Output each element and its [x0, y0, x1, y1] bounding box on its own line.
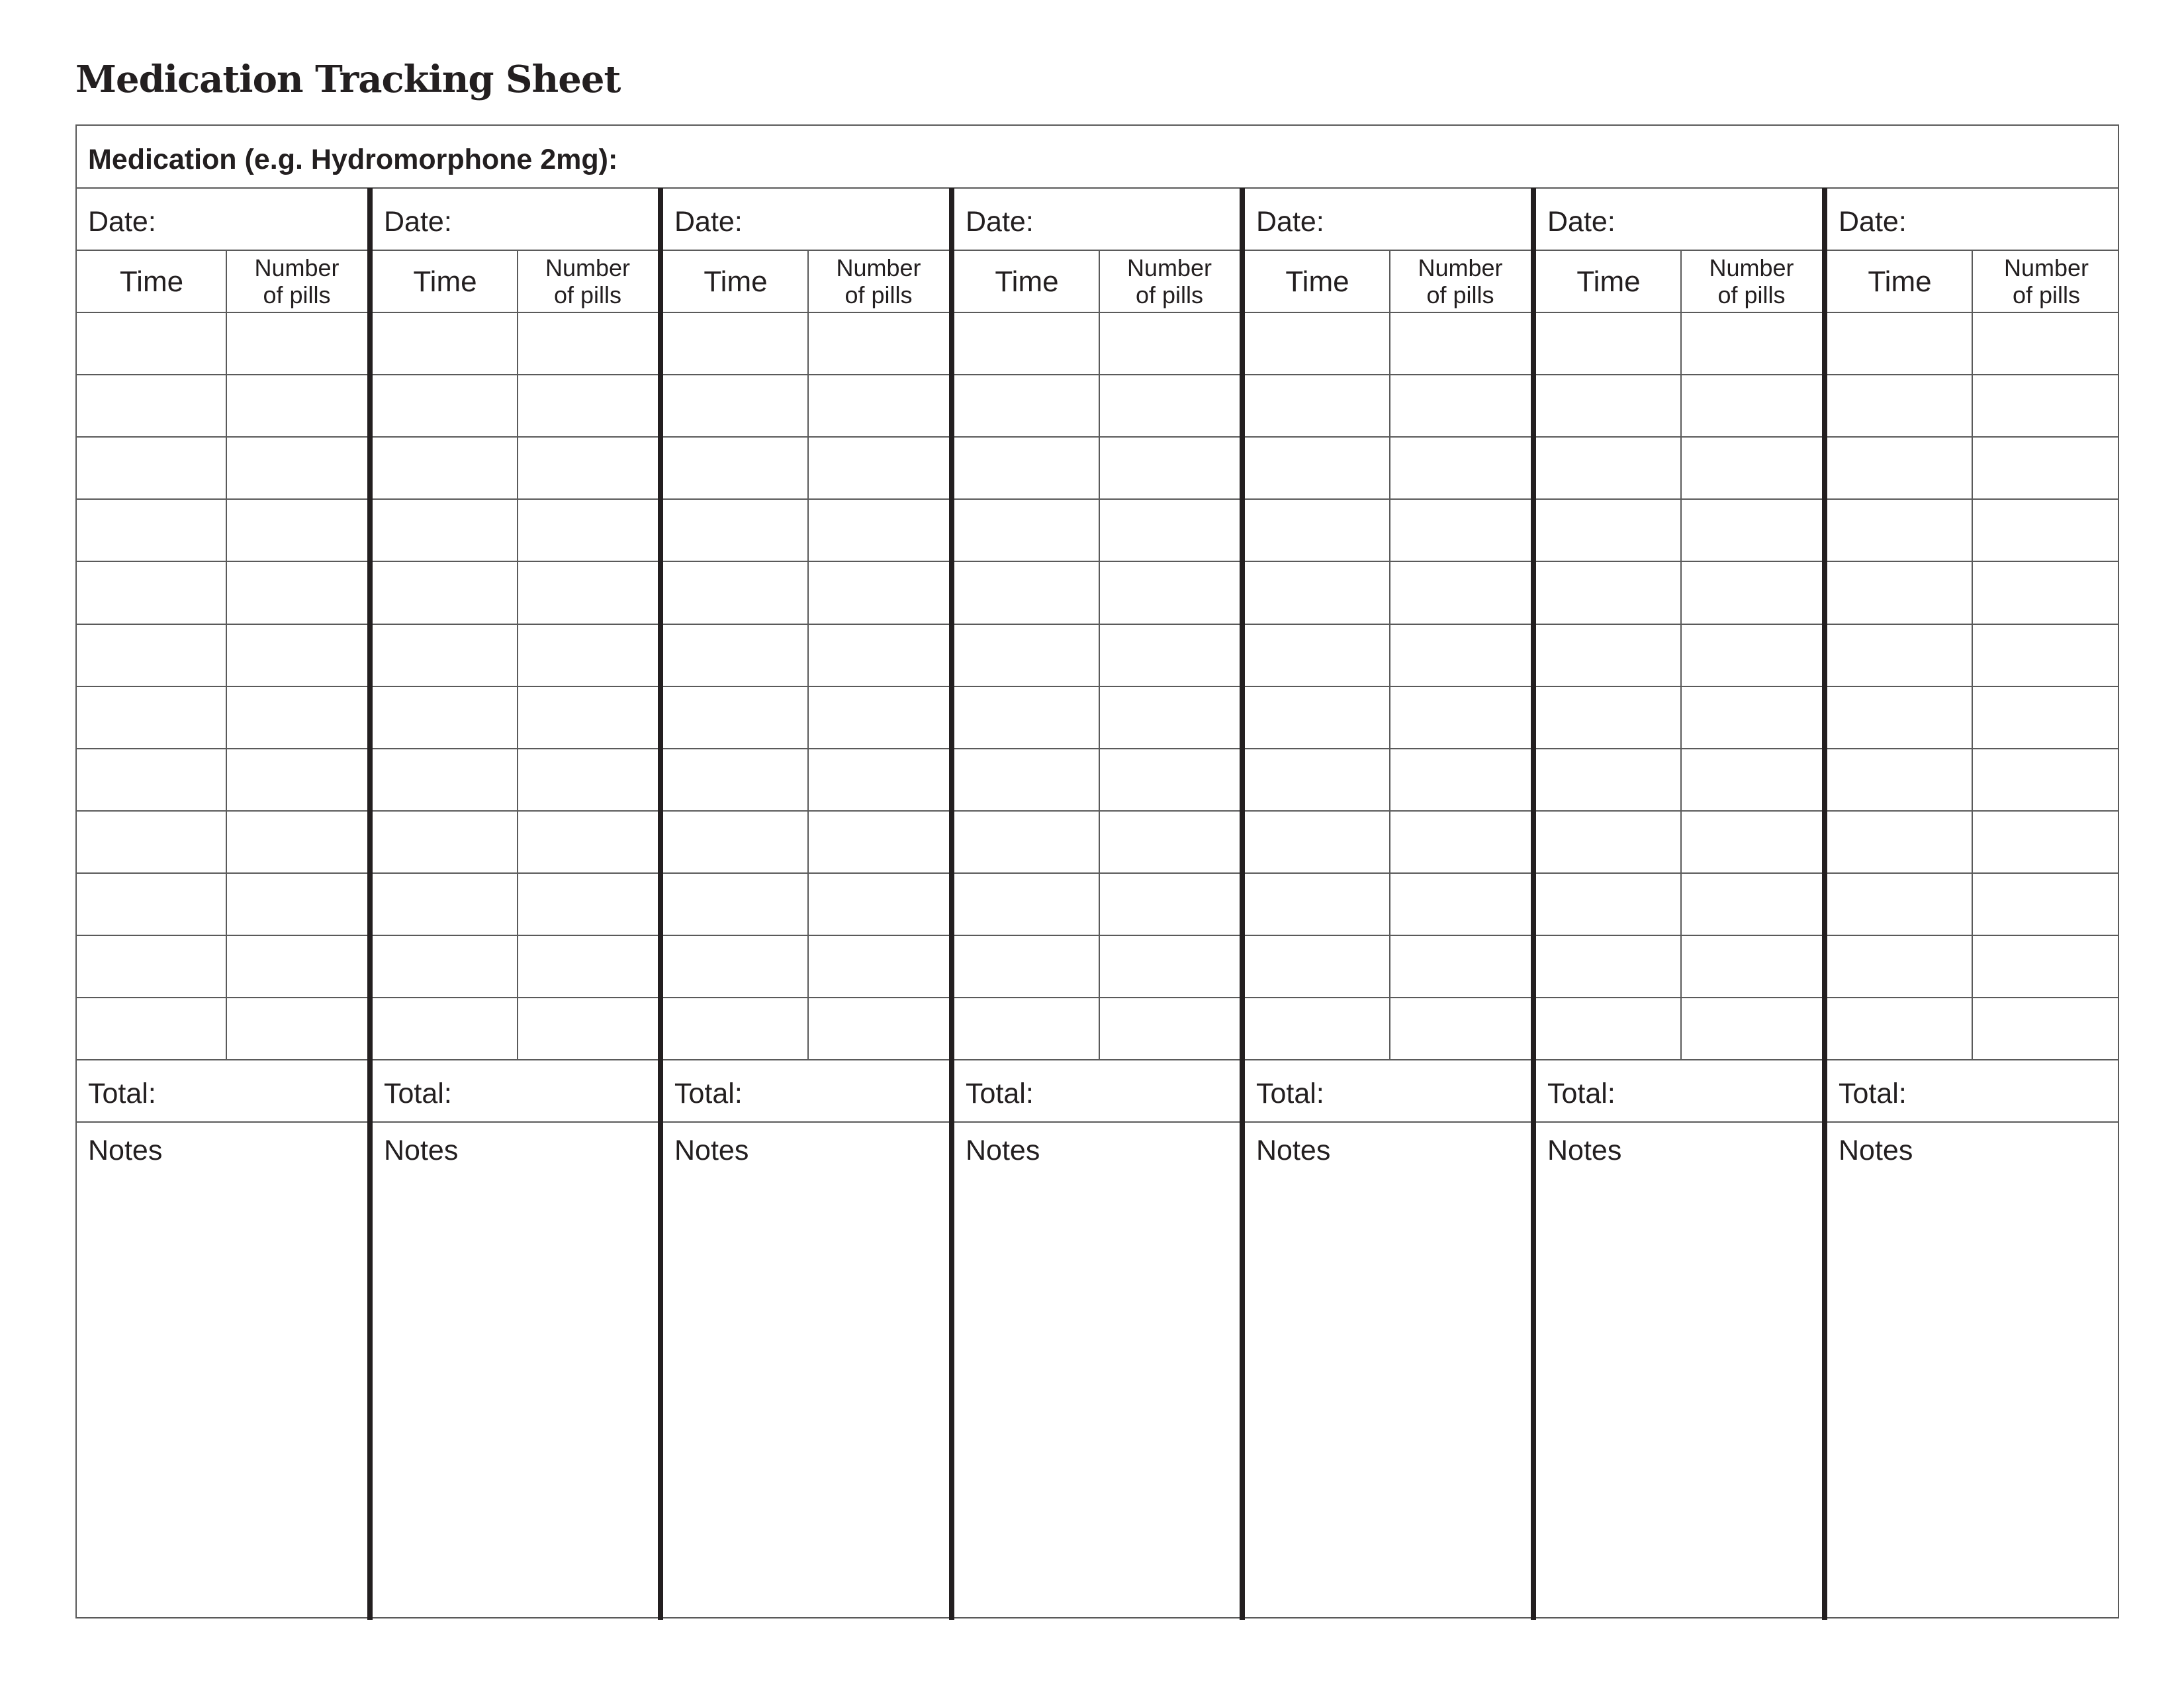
- date-label: Date:: [88, 206, 156, 238]
- time-entry-cell[interactable]: [77, 313, 226, 374]
- pills-entry-cell[interactable]: [518, 998, 658, 1058]
- time-entry-cell[interactable]: [1827, 313, 1972, 374]
- pills-entry-cell[interactable]: [1390, 749, 1531, 810]
- day-separator: [367, 188, 373, 1620]
- pills-entry-cell[interactable]: [1682, 935, 1822, 996]
- pills-entry-cell[interactable]: [1100, 686, 1240, 747]
- tracking-table: [75, 124, 2119, 1618]
- time-entry-cell[interactable]: [373, 562, 518, 623]
- notes-label: Notes: [384, 1135, 459, 1166]
- pills-header-line2: of pills: [263, 281, 331, 309]
- time-entry-cell[interactable]: [1245, 873, 1390, 934]
- pills-column-header: [1099, 254, 1240, 309]
- pills-entry-cell[interactable]: [809, 500, 949, 561]
- pills-entry-cell[interactable]: [518, 375, 658, 436]
- time-entry-cell[interactable]: [663, 686, 808, 747]
- pills-entry-cell[interactable]: [227, 375, 367, 436]
- time-entry-cell[interactable]: [1245, 438, 1390, 498]
- notes-label: Notes: [966, 1135, 1040, 1166]
- time-column-header: Time: [1868, 265, 1932, 298]
- pills-header-line2: of pills: [1135, 281, 1204, 309]
- time-entry-cell[interactable]: [1245, 749, 1390, 810]
- pills-entry-cell[interactable]: [1973, 686, 2120, 747]
- date-label: Date:: [1839, 206, 1907, 238]
- pills-column-header: [1390, 254, 1531, 309]
- pills-entry-cell[interactable]: [809, 873, 949, 934]
- pills-entry-cell[interactable]: [1973, 998, 2120, 1058]
- time-entry-cell[interactable]: [1245, 562, 1390, 623]
- total-label: Total:: [1256, 1078, 1324, 1109]
- date-label: Date:: [674, 206, 743, 238]
- pills-header-line1: Number: [1709, 254, 1794, 281]
- time-entry-cell[interactable]: [77, 873, 226, 934]
- pills-header-line1: Number: [1126, 254, 1212, 281]
- pills-header-line2: of pills: [2012, 281, 2081, 309]
- pills-header-line2: of pills: [844, 281, 913, 309]
- notes-area[interactable]: [1245, 1175, 1531, 1617]
- time-entry-cell[interactable]: [663, 438, 808, 498]
- pills-entry-cell[interactable]: [809, 624, 949, 685]
- pills-entry-cell[interactable]: [227, 935, 367, 996]
- time-entry-cell[interactable]: [77, 749, 226, 810]
- time-entry-cell[interactable]: [1827, 375, 1972, 436]
- time-entry-cell[interactable]: [1827, 686, 1972, 747]
- time-entry-cell[interactable]: [77, 624, 226, 685]
- pills-entry-cell[interactable]: [1390, 873, 1531, 934]
- time-entry-cell[interactable]: [1536, 998, 1681, 1058]
- pills-entry-cell[interactable]: [1682, 500, 1822, 561]
- time-entry-cell[interactable]: [1245, 998, 1390, 1058]
- time-entry-cell[interactable]: [1536, 375, 1681, 436]
- pills-column-header: [518, 254, 658, 309]
- date-label: Date:: [1256, 206, 1324, 238]
- pills-entry-cell[interactable]: [1682, 624, 1822, 685]
- total-label: Total:: [1839, 1078, 1907, 1109]
- pills-entry-cell[interactable]: [518, 686, 658, 747]
- pills-entry-cell[interactable]: [1390, 562, 1531, 623]
- time-entry-cell[interactable]: [373, 998, 518, 1058]
- time-entry-cell[interactable]: [1536, 873, 1681, 934]
- pills-entry-cell[interactable]: [1100, 811, 1240, 872]
- pills-header-line2: of pills: [553, 281, 622, 309]
- time-entry-cell[interactable]: [373, 873, 518, 934]
- time-entry-cell[interactable]: [1827, 749, 1972, 810]
- time-entry-cell[interactable]: [663, 624, 808, 685]
- total-label: Total:: [966, 1078, 1034, 1109]
- pills-entry-cell[interactable]: [1682, 811, 1822, 872]
- time-column-header: Time: [1576, 265, 1641, 298]
- pills-entry-cell[interactable]: [518, 935, 658, 996]
- pills-entry-cell[interactable]: [1100, 998, 1240, 1058]
- pills-entry-cell[interactable]: [1100, 562, 1240, 623]
- pills-entry-cell[interactable]: [1973, 500, 2120, 561]
- pills-entry-cell[interactable]: [1390, 686, 1531, 747]
- pills-entry-cell[interactable]: [518, 811, 658, 872]
- pills-entry-cell[interactable]: [1682, 873, 1822, 934]
- pills-column-header: [1681, 254, 1822, 309]
- time-entry-cell[interactable]: [77, 686, 226, 747]
- time-entry-cell[interactable]: [77, 562, 226, 623]
- day-separator: [1822, 188, 1827, 1620]
- pills-entry-cell[interactable]: [1973, 749, 2120, 810]
- pills-entry-cell[interactable]: [1682, 562, 1822, 623]
- pills-entry-cell[interactable]: [518, 749, 658, 810]
- time-entry-cell[interactable]: [1536, 935, 1681, 996]
- time-entry-cell[interactable]: [1245, 375, 1390, 436]
- time-entry-cell[interactable]: [373, 624, 518, 685]
- pills-entry-cell[interactable]: [1973, 811, 2120, 872]
- pills-entry-cell[interactable]: [1973, 873, 2120, 934]
- pills-entry-cell[interactable]: [1390, 811, 1531, 872]
- pills-entry-cell[interactable]: [1682, 438, 1822, 498]
- pills-entry-cell[interactable]: [1100, 438, 1240, 498]
- time-entry-cell[interactable]: [373, 686, 518, 747]
- time-entry-cell[interactable]: [663, 749, 808, 810]
- pills-entry-cell[interactable]: [227, 749, 367, 810]
- pills-entry-cell[interactable]: [1100, 313, 1240, 374]
- time-entry-cell[interactable]: [954, 313, 1099, 374]
- time-entry-cell[interactable]: [954, 998, 1099, 1058]
- pills-entry-cell[interactable]: [1682, 375, 1822, 436]
- day-separator: [949, 188, 954, 1620]
- time-entry-cell[interactable]: [1827, 935, 1972, 996]
- pills-entry-cell[interactable]: [518, 438, 658, 498]
- pills-header-line2: of pills: [1717, 281, 1786, 309]
- time-entry-cell[interactable]: [1245, 624, 1390, 685]
- time-entry-cell[interactable]: [954, 375, 1099, 436]
- time-entry-cell[interactable]: [954, 686, 1099, 747]
- time-column-header: Time: [704, 265, 768, 298]
- pills-header-line1: Number: [254, 254, 340, 281]
- pills-entry-cell[interactable]: [1390, 624, 1531, 685]
- time-entry-cell[interactable]: [663, 562, 808, 623]
- pills-entry-cell[interactable]: [227, 562, 367, 623]
- time-column-header: Time: [413, 265, 477, 298]
- pills-column-header: [808, 254, 949, 309]
- pills-entry-cell[interactable]: [1682, 313, 1822, 374]
- time-entry-cell[interactable]: [1245, 313, 1390, 374]
- pills-entry-cell[interactable]: [809, 375, 949, 436]
- notes-label: Notes: [1547, 1135, 1622, 1166]
- time-entry-cell[interactable]: [954, 624, 1099, 685]
- time-entry-cell[interactable]: [954, 438, 1099, 498]
- row-divider: [77, 1059, 2118, 1060]
- pills-entry-cell[interactable]: [1390, 438, 1531, 498]
- pills-entry-cell[interactable]: [1973, 313, 2120, 374]
- pills-entry-cell[interactable]: [518, 500, 658, 561]
- time-entry-cell[interactable]: [1536, 686, 1681, 747]
- time-entry-cell[interactable]: [954, 749, 1099, 810]
- time-entry-cell[interactable]: [663, 811, 808, 872]
- pills-header-line1: Number: [836, 254, 921, 281]
- day-separator: [1240, 188, 1245, 1620]
- time-entry-cell[interactable]: [954, 562, 1099, 623]
- total-label: Total:: [384, 1078, 452, 1109]
- pills-entry-cell[interactable]: [809, 811, 949, 872]
- time-entry-cell[interactable]: [663, 375, 808, 436]
- pills-entry-cell[interactable]: [227, 873, 367, 934]
- pills-entry-cell[interactable]: [518, 313, 658, 374]
- date-label: Date:: [966, 206, 1034, 238]
- time-entry-cell[interactable]: [1827, 562, 1972, 623]
- pills-entry-cell[interactable]: [809, 935, 949, 996]
- time-entry-cell[interactable]: [373, 935, 518, 996]
- time-entry-cell[interactable]: [77, 375, 226, 436]
- pills-entry-cell[interactable]: [1390, 935, 1531, 996]
- pills-entry-cell[interactable]: [1390, 998, 1531, 1058]
- pills-entry-cell[interactable]: [1973, 438, 2120, 498]
- pills-entry-cell[interactable]: [227, 998, 367, 1058]
- time-entry-cell[interactable]: [1827, 624, 1972, 685]
- time-entry-cell[interactable]: [1245, 500, 1390, 561]
- time-entry-cell[interactable]: [373, 438, 518, 498]
- time-entry-cell[interactable]: [1827, 873, 1972, 934]
- pills-entry-cell[interactable]: [227, 686, 367, 747]
- pills-column-header: [1972, 254, 2120, 309]
- sheet-title: Medication Tracking Sheet: [75, 58, 621, 101]
- pills-entry-cell[interactable]: [227, 811, 367, 872]
- pills-entry-cell[interactable]: [227, 500, 367, 561]
- time-entry-cell[interactable]: [954, 811, 1099, 872]
- time-entry-cell[interactable]: [373, 749, 518, 810]
- time-entry-cell[interactable]: [373, 500, 518, 561]
- time-entry-cell[interactable]: [1827, 811, 1972, 872]
- time-entry-cell[interactable]: [77, 998, 226, 1058]
- notes-area[interactable]: [663, 1175, 949, 1617]
- pills-column-header: [226, 254, 367, 309]
- pills-entry-cell[interactable]: [809, 749, 949, 810]
- time-entry-cell[interactable]: [373, 375, 518, 436]
- time-entry-cell[interactable]: [663, 313, 808, 374]
- pills-entry-cell[interactable]: [1682, 686, 1822, 747]
- pills-entry-cell[interactable]: [227, 438, 367, 498]
- notes-area[interactable]: [1827, 1175, 2120, 1617]
- time-entry-cell[interactable]: [954, 935, 1099, 996]
- pills-entry-cell[interactable]: [1682, 749, 1822, 810]
- pills-header-line1: Number: [1418, 254, 1503, 281]
- pills-entry-cell[interactable]: [1973, 375, 2120, 436]
- time-entry-cell[interactable]: [663, 998, 808, 1058]
- row-divider: [77, 250, 2118, 251]
- time-entry-cell[interactable]: [954, 500, 1099, 561]
- notes-area[interactable]: [1536, 1175, 1822, 1617]
- pills-entry-cell[interactable]: [1390, 500, 1531, 561]
- pills-entry-cell[interactable]: [1682, 998, 1822, 1058]
- notes-label: Notes: [88, 1135, 163, 1166]
- time-entry-cell[interactable]: [1536, 624, 1681, 685]
- notes-area[interactable]: [373, 1175, 658, 1617]
- pills-header-line2: of pills: [1426, 281, 1494, 309]
- time-entry-cell[interactable]: [77, 935, 226, 996]
- notes-label: Notes: [1839, 1135, 1913, 1166]
- pills-header-line1: Number: [545, 254, 631, 281]
- total-label: Total:: [674, 1078, 743, 1109]
- time-entry-cell[interactable]: [663, 935, 808, 996]
- row-divider: [77, 187, 2118, 189]
- notes-area[interactable]: [77, 1175, 367, 1617]
- pills-entry-cell[interactable]: [809, 998, 949, 1058]
- notes-label: Notes: [1256, 1135, 1331, 1166]
- total-label: Total:: [1547, 1078, 1615, 1109]
- pills-entry-cell[interactable]: [1390, 313, 1531, 374]
- date-label: Date:: [384, 206, 452, 238]
- time-column-header: Time: [119, 265, 184, 298]
- pills-entry-cell[interactable]: [1100, 935, 1240, 996]
- notes-area[interactable]: [954, 1175, 1240, 1617]
- time-entry-cell[interactable]: [1536, 313, 1681, 374]
- medication-label: Medication (e.g. Hydromorphone 2mg):: [88, 144, 618, 175]
- time-entry-cell[interactable]: [1536, 562, 1681, 623]
- time-entry-cell[interactable]: [1536, 749, 1681, 810]
- time-entry-cell[interactable]: [1245, 686, 1390, 747]
- pills-entry-cell[interactable]: [1100, 749, 1240, 810]
- pills-entry-cell[interactable]: [1100, 375, 1240, 436]
- time-entry-cell[interactable]: [373, 313, 518, 374]
- time-entry-cell[interactable]: [663, 500, 808, 561]
- time-column-header: Time: [995, 265, 1059, 298]
- pills-entry-cell[interactable]: [1100, 873, 1240, 934]
- pills-entry-cell[interactable]: [518, 562, 658, 623]
- time-entry-cell[interactable]: [1536, 438, 1681, 498]
- pills-entry-cell[interactable]: [518, 873, 658, 934]
- time-entry-cell[interactable]: [1536, 811, 1681, 872]
- pills-header-line1: Number: [2003, 254, 2089, 281]
- time-entry-cell[interactable]: [77, 811, 226, 872]
- pills-entry-cell[interactable]: [809, 686, 949, 747]
- time-entry-cell[interactable]: [663, 873, 808, 934]
- time-entry-cell[interactable]: [1827, 500, 1972, 561]
- time-entry-cell[interactable]: [1827, 998, 1972, 1058]
- time-entry-cell[interactable]: [77, 500, 226, 561]
- time-entry-cell[interactable]: [1536, 500, 1681, 561]
- time-entry-cell[interactable]: [373, 811, 518, 872]
- pills-entry-cell[interactable]: [809, 562, 949, 623]
- total-label: Total:: [88, 1078, 156, 1109]
- notes-label: Notes: [674, 1135, 749, 1166]
- pills-entry-cell[interactable]: [1973, 562, 2120, 623]
- row-divider: [77, 1121, 2118, 1123]
- pills-entry-cell[interactable]: [227, 313, 367, 374]
- time-entry-cell[interactable]: [77, 438, 226, 498]
- day-separator: [1531, 188, 1536, 1620]
- pills-entry-cell[interactable]: [1100, 624, 1240, 685]
- pills-entry-cell[interactable]: [1100, 500, 1240, 561]
- pills-entry-cell[interactable]: [1973, 624, 2120, 685]
- time-entry-cell[interactable]: [954, 873, 1099, 934]
- time-entry-cell[interactable]: [1827, 438, 1972, 498]
- time-entry-cell[interactable]: [1245, 811, 1390, 872]
- pills-entry-cell[interactable]: [809, 438, 949, 498]
- pills-entry-cell[interactable]: [809, 313, 949, 374]
- date-label: Date:: [1547, 206, 1615, 238]
- pills-entry-cell[interactable]: [1390, 375, 1531, 436]
- time-column-header: Time: [1285, 265, 1349, 298]
- pills-entry-cell[interactable]: [518, 624, 658, 685]
- pills-entry-cell[interactable]: [1973, 935, 2120, 996]
- time-entry-cell[interactable]: [1245, 935, 1390, 996]
- pills-entry-cell[interactable]: [227, 624, 367, 685]
- day-separator: [658, 188, 663, 1620]
